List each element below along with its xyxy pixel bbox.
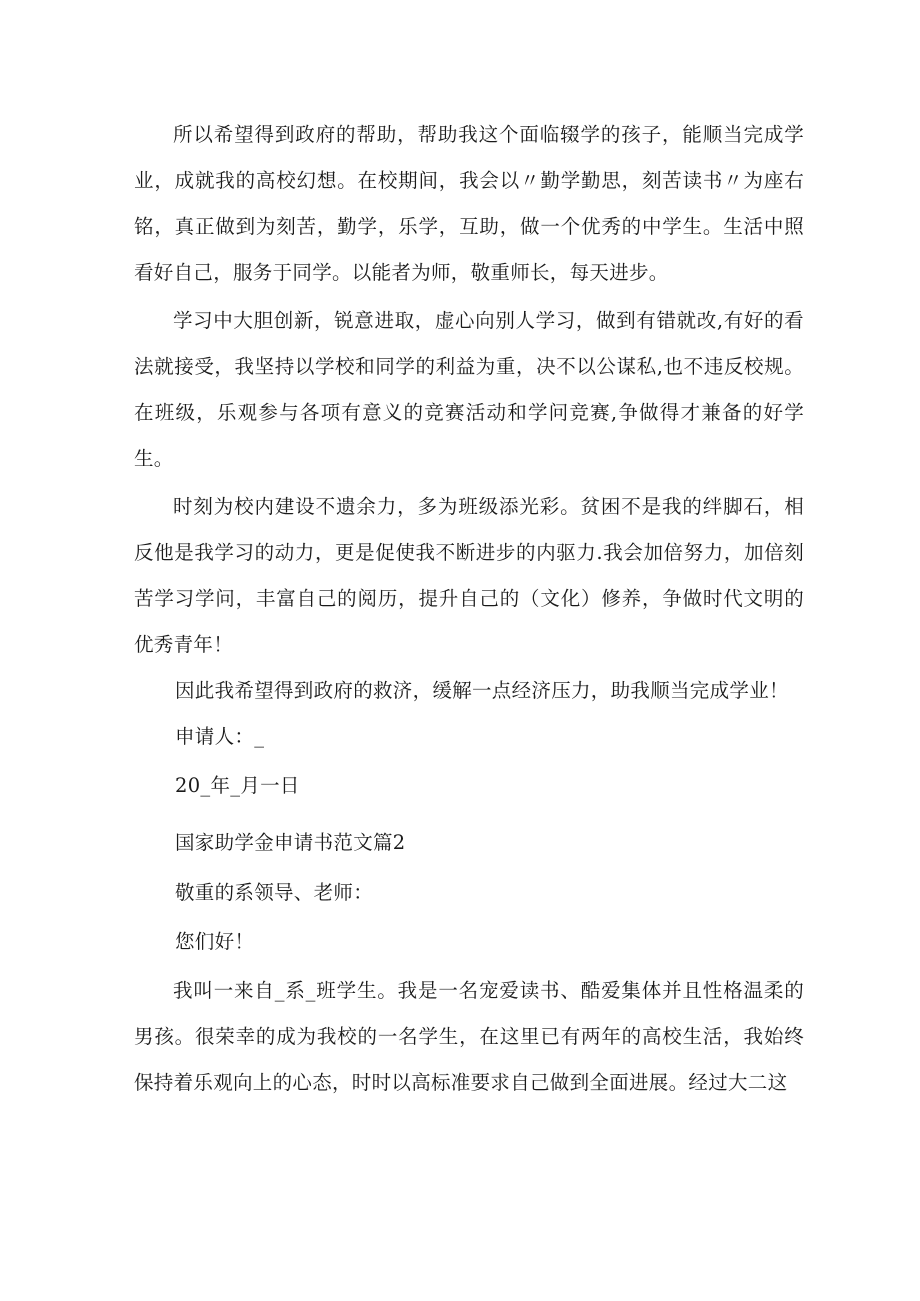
paragraph-1: 所以希望得到政府的帮助，帮助我这个面临辍学的孩子，能顺当完成学业，成就我的高校幻想。在校期间，我会以〃勤学勤思，刻苦读书〃为座右铭，真正做到为刻苦，勤学，乐学，互助，做一个优秀的中学生。生活中照看好自己，服务于同学。以能者为师，敬重师长，每天进步。 bbox=[134, 123, 804, 284]
date-line: 20_年_月一日 bbox=[175, 774, 300, 797]
document-body bbox=[134, 112, 804, 1106]
section-heading: 国家助学金申请书范文篇2 bbox=[175, 831, 406, 854]
paragraph-2: 学习中大胆创新，锐意进取，虚心向别人学习，做到有错就改,有好的看法就接受，我坚持以学校和同学的利益为重，决不以公谋私,也不违反校规。在班级，乐观参与各项有意义的竞赛活动和学问竞赛,争做得才兼备的好学生。 bbox=[134, 309, 804, 470]
body-paragraph: 我叫一来自_系_班学生。我是一名宠爱读书、酷爱集体并且性格温柔的男孩。很荣幸的成为我校的一名学生，在这里已有两年的高校生活，我始终保持着乐观向上的心态，时时以高标准要求自己做到全面进展。经过大二这 bbox=[134, 979, 804, 1094]
applicant-line: 申请人：_ bbox=[175, 725, 265, 748]
closing-line: 因此我希望得到政府的救济，缓解一点经济压力，助我顺当完成学业！ bbox=[175, 679, 789, 702]
salutation: 敬重的系领导、老师： bbox=[175, 881, 374, 904]
greeting: 您们好！ bbox=[175, 930, 255, 953]
paragraph-3: 时刻为校内建设不遗余力，多为班级添光彩。贫困不是我的绊脚石，相反他是我学习的动力，更是促使我不断进步的内驱力.我会加倍努力，加倍刻苦学习学问，丰富自己的阅历，提升自己的（文化）修养，争做时代文明的优秀青年！ bbox=[134, 495, 804, 656]
